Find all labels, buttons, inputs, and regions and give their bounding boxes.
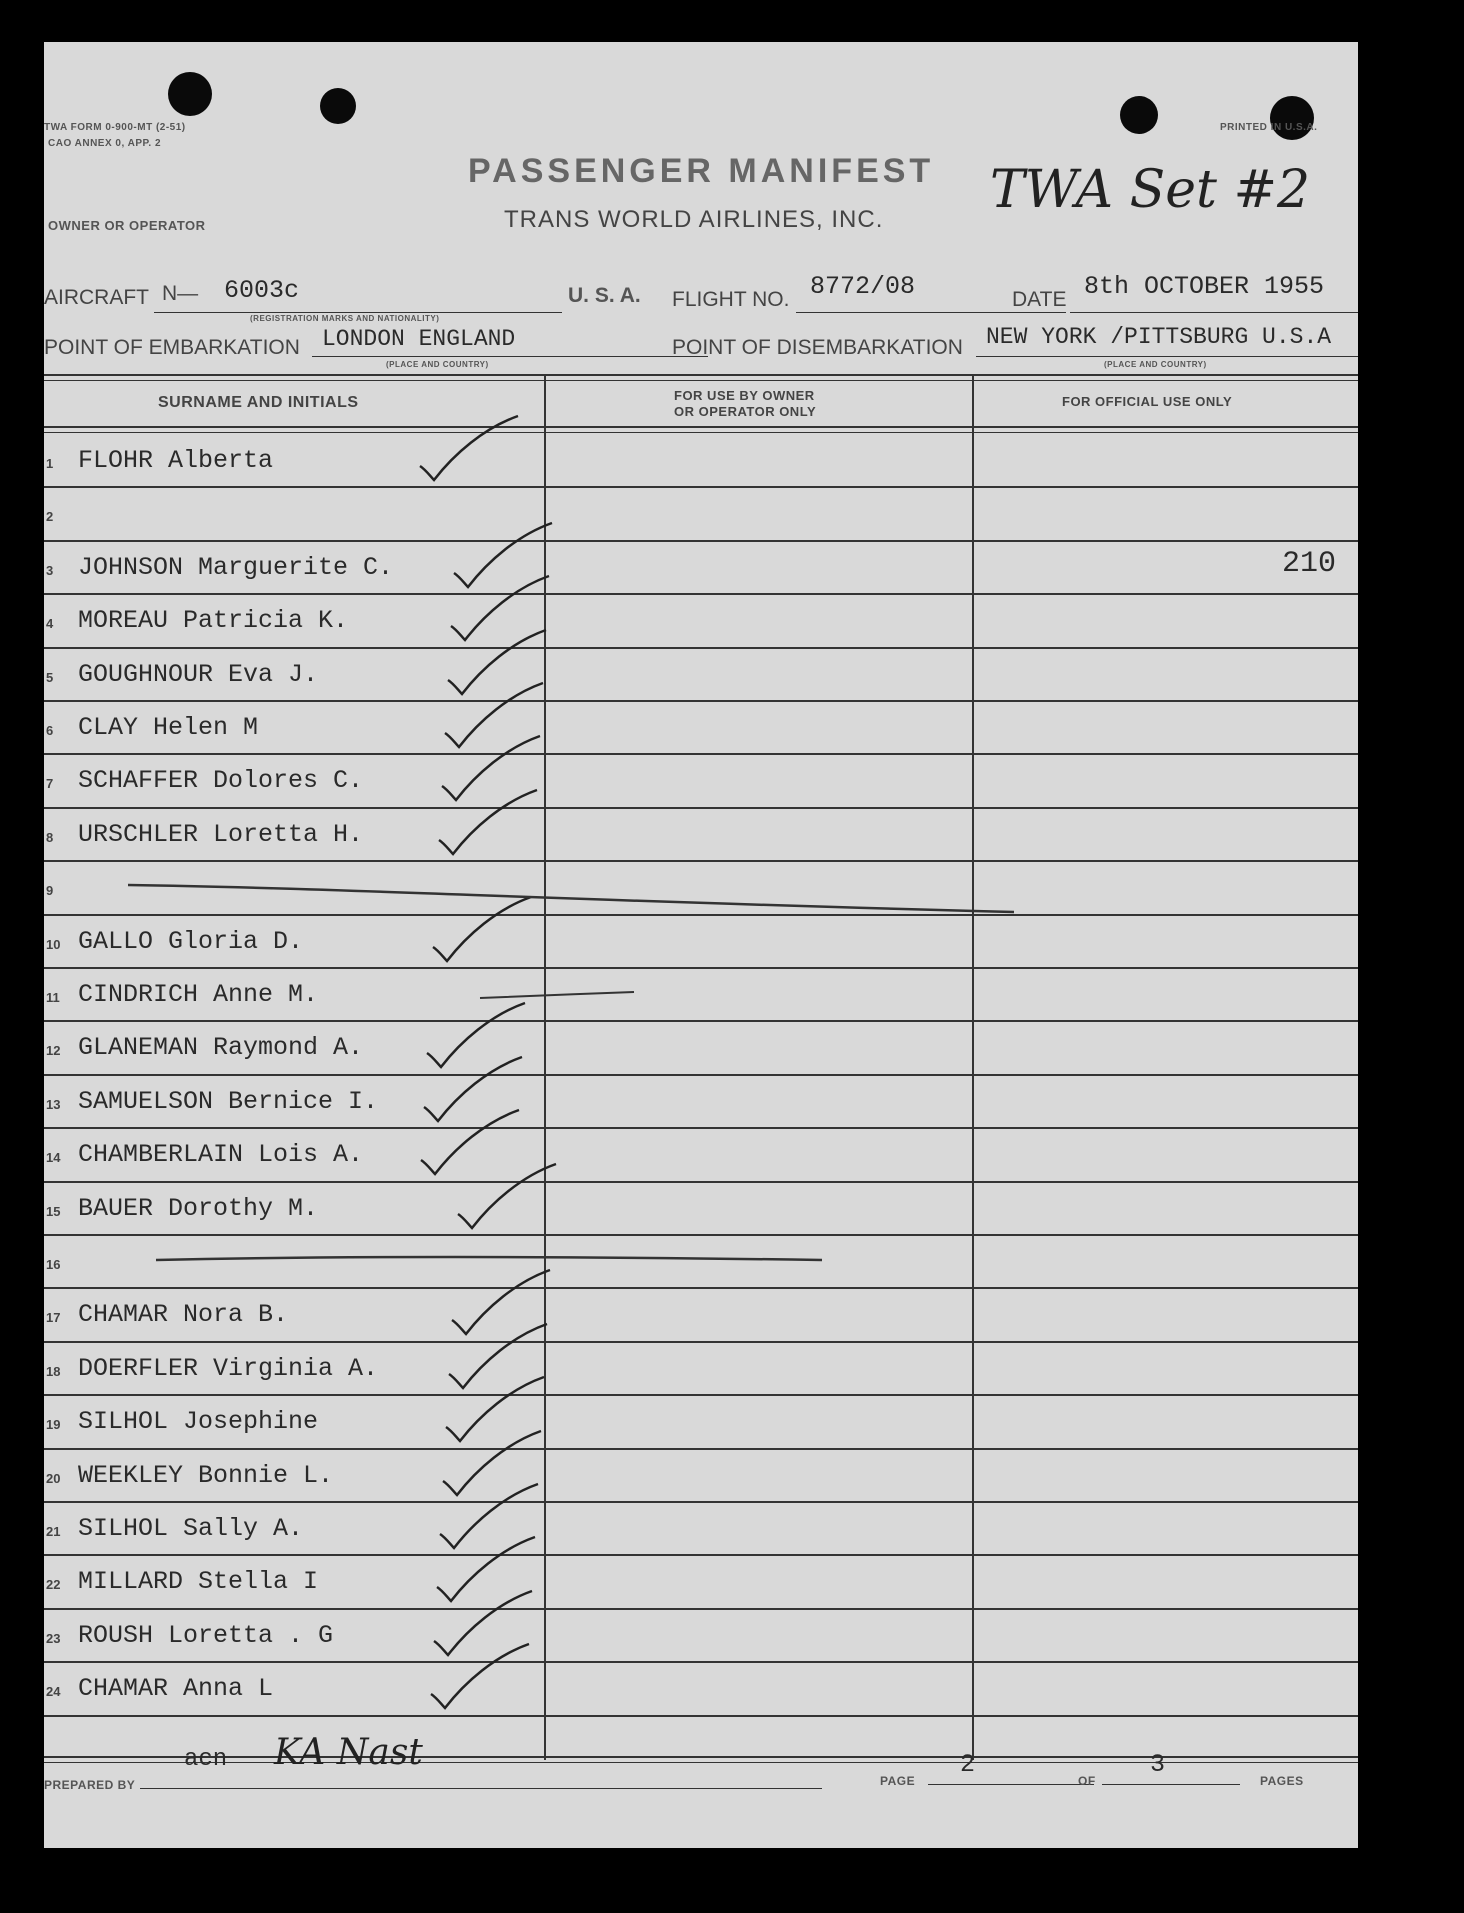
page-underline	[928, 1784, 1094, 1785]
passenger-name: CHAMAR Anna L	[78, 1674, 274, 1704]
aircraft-prefix: N—	[162, 282, 199, 305]
cao-annex: CAO ANNEX 0, APP. 2	[48, 138, 162, 149]
row-number: 1	[46, 456, 54, 471]
date-label: DATE	[1012, 288, 1067, 311]
strike-row-16	[156, 1257, 822, 1260]
page-label: PAGE	[880, 1774, 916, 1788]
embark-label: POINT OF EMBARKATION	[44, 336, 300, 359]
passenger-name: SAMUELSON Bernice I.	[78, 1086, 379, 1116]
disembark-label: POINT OF DISEMBARKATION	[672, 336, 963, 359]
of-label: OF	[1078, 1774, 1096, 1788]
passenger-name: MOREAU Patricia K.	[78, 606, 349, 636]
passenger-name: GOUGHNOUR Eva J.	[78, 659, 319, 689]
col-header-official: FOR OFFICIAL USE ONLY	[1062, 394, 1233, 409]
passenger-name: URSCHLER Loretta H.	[78, 819, 364, 849]
row-number: 16	[46, 1257, 61, 1272]
passenger-name: GLANEMAN Raymond A.	[78, 1033, 364, 1063]
row-number: 22	[46, 1577, 61, 1593]
row-number: 3	[46, 562, 54, 578]
col-header-owner-1: FOR USE BY OWNER	[674, 388, 815, 403]
row-number: 10	[46, 936, 61, 952]
row-number: 23	[46, 1630, 61, 1646]
col-header-surname: SURNAME AND INITIALS	[158, 394, 359, 411]
embark-value: LONDON ENGLAND	[322, 326, 516, 352]
passenger-name: SILHOL Josephine	[78, 1407, 319, 1437]
aircraft-value: 6003c	[224, 276, 300, 305]
page-title: PASSENGER MANIFEST	[468, 152, 935, 190]
of-value: 3	[1150, 1750, 1166, 1779]
row-number: 19	[46, 1417, 61, 1433]
passenger-name: CHAMBERLAIN Lois A.	[78, 1140, 364, 1170]
row-number: 6	[46, 723, 54, 738]
aircraft-label: AIRCRAFT	[44, 286, 149, 309]
passenger-name: BAUER Dorothy M.	[78, 1193, 319, 1223]
row-number: 20	[46, 1470, 61, 1486]
nationality: U. S. A.	[568, 284, 641, 307]
row-number: 8	[46, 829, 54, 845]
passenger-name: WEEKLEY Bonnie L.	[78, 1460, 334, 1490]
passenger-name: CHAMAR Nora B.	[78, 1300, 289, 1330]
passenger-name: FLOHR Alberta	[78, 446, 274, 475]
passenger-name: SCHAFFER Dolores C.	[78, 766, 364, 796]
passenger-name: JOHNSON Marguerite C.	[78, 552, 394, 582]
official-use-value: 210	[1282, 546, 1337, 581]
prepared-label: PREPARED BY	[44, 1778, 136, 1792]
form-number: TWA FORM 0-900-MT (2-51)	[44, 122, 186, 133]
manifest-paper	[44, 42, 1358, 1848]
embark-caption: (PLACE AND COUNTRY)	[386, 360, 489, 369]
passenger-name: GALLO Gloria D.	[78, 926, 304, 956]
row-number: 4	[46, 616, 54, 632]
prepared-underline	[140, 1788, 822, 1789]
of-underline	[1102, 1784, 1240, 1785]
passenger-name: SILHOL Sally A.	[78, 1514, 304, 1543]
col-header-owner-2: OR OPERATOR ONLY	[674, 404, 817, 419]
strike-row-11	[480, 992, 634, 998]
strike-lines	[44, 42, 1358, 1848]
flight-value: 8772/08	[810, 272, 916, 301]
row-number: 14	[46, 1150, 61, 1166]
date-value: 8th OCTOBER 1955	[1084, 272, 1325, 301]
passenger-name: CINDRICH Anne M.	[78, 980, 319, 1009]
row-number: 5	[46, 669, 54, 685]
row-number: 13	[46, 1096, 61, 1112]
row-number: 24	[46, 1684, 61, 1700]
signature: KA Nast	[274, 1732, 423, 1773]
row-number: 12	[46, 1043, 61, 1059]
row-number: 15	[46, 1203, 61, 1219]
owner-label: OWNER OR OPERATOR	[48, 218, 206, 233]
row-number: 11	[46, 990, 60, 1005]
row-number: 21	[46, 1524, 61, 1539]
registration-caption: (REGISTRATION MARKS AND NATIONALITY)	[250, 314, 440, 323]
row-number: 2	[46, 509, 54, 525]
company-name: TRANS WORLD AIRLINES, INC.	[504, 206, 884, 233]
row-number: 7	[46, 776, 54, 792]
row-number: 18	[46, 1363, 61, 1379]
passenger-name: ROUSH Loretta . G	[78, 1620, 334, 1650]
pages-label: PAGES	[1260, 1774, 1304, 1788]
strike-row-9	[128, 885, 1014, 912]
passenger-name: CLAY Helen M	[78, 713, 259, 742]
row-number: 9	[46, 883, 54, 899]
prepared-initials: acn	[184, 1746, 228, 1773]
passenger-name: MILLARD Stella I	[78, 1567, 319, 1597]
disembark-value: NEW YORK /PITTSBURG U.S.A	[986, 324, 1332, 350]
page-value: 2	[960, 1750, 976, 1779]
row-number: 17	[46, 1310, 61, 1326]
passenger-name: DOERFLER Virginia A.	[78, 1353, 379, 1383]
flight-label: FLIGHT NO.	[672, 288, 790, 311]
printed-in: PRINTED IN U.S.A.	[1220, 122, 1318, 133]
handwritten-note: TWA Set #2	[990, 160, 1311, 220]
disembark-caption: (PLACE AND COUNTRY)	[1104, 360, 1207, 369]
